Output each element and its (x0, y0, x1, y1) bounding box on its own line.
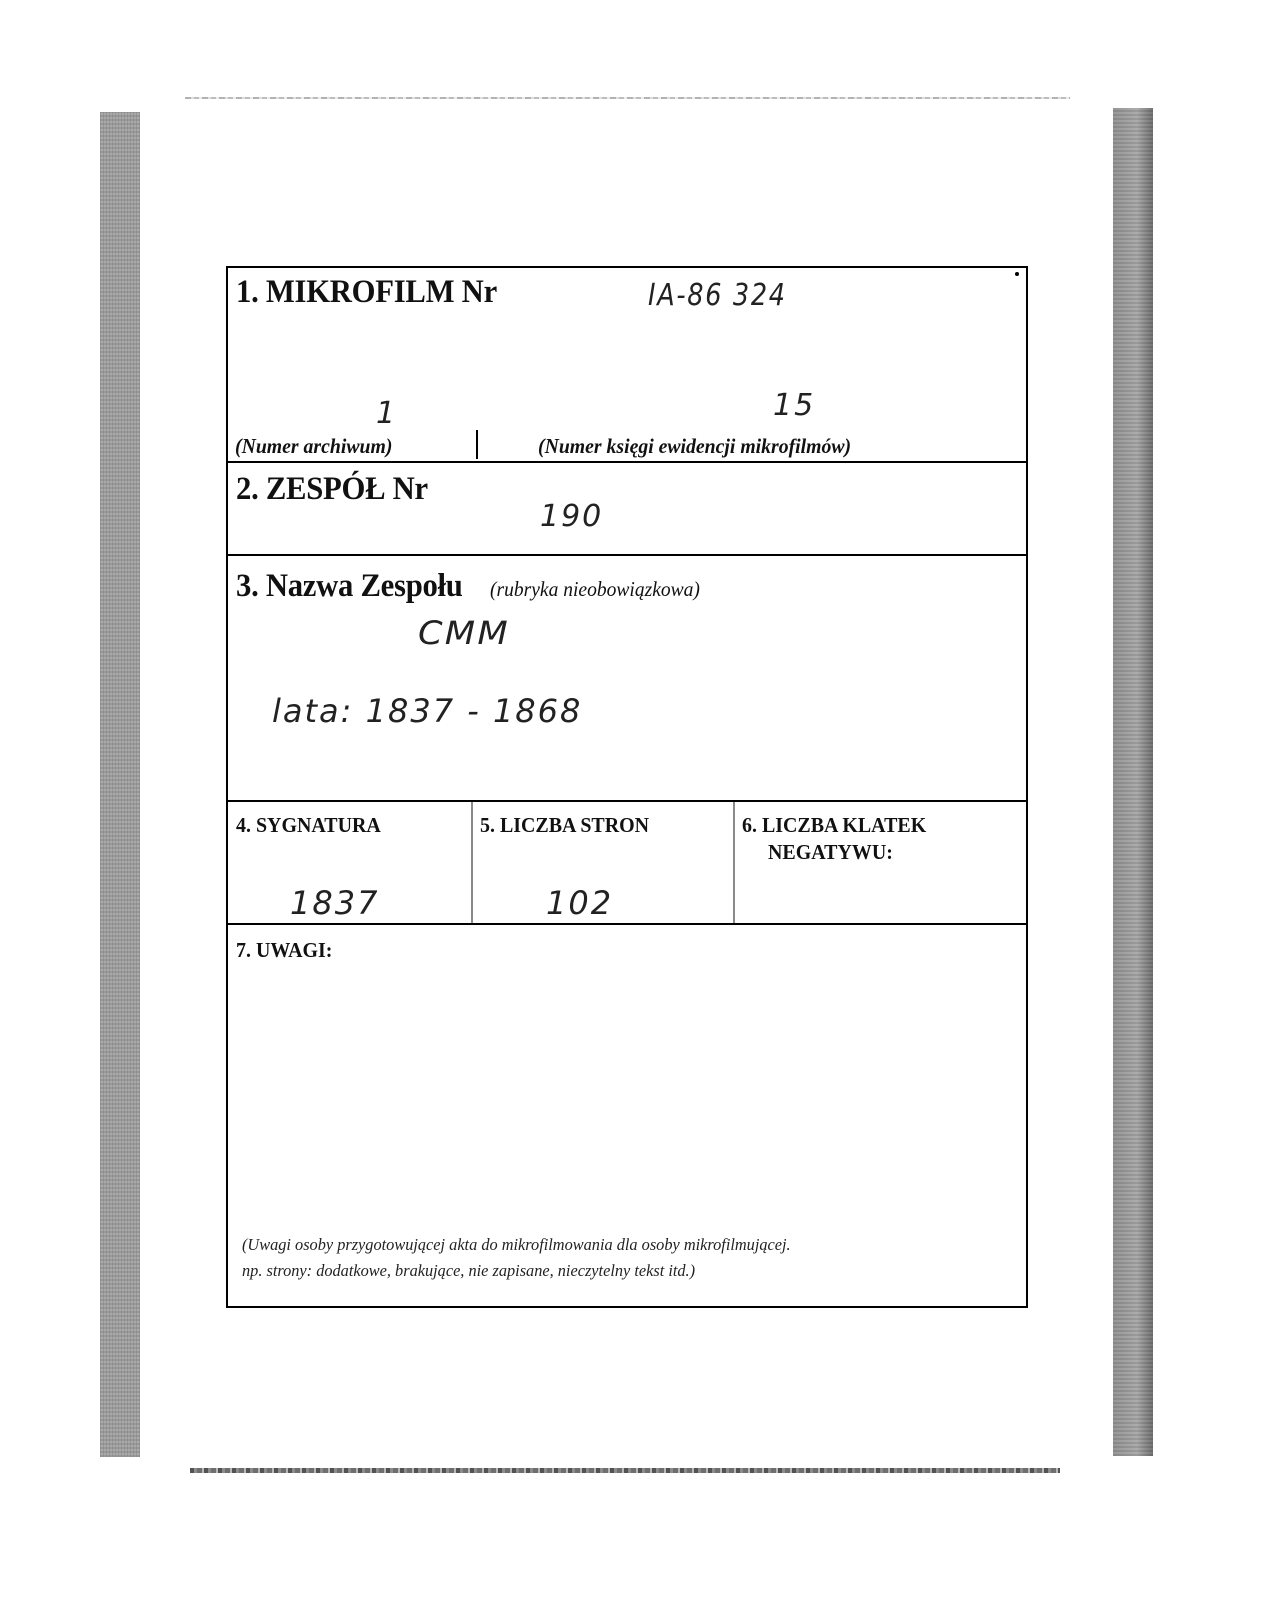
zespol-label: 2. ZESPÓŁ Nr (236, 471, 428, 507)
archive-number-caption: (Numer archiwum) (235, 434, 393, 458)
liczba-klatek-label-line1: 6. LICZBA KLATEK (742, 813, 927, 837)
uwagi-label: 7. UWAGI: (236, 938, 333, 962)
nazwa-zespolu-handwritten: CMM (418, 614, 510, 652)
date-range-handwritten: lata: 1837 - 1868 (272, 692, 583, 730)
nazwa-zespolu-optional-note: (rubryka nieobowiązkowa) (489, 577, 700, 601)
microfilm-form (226, 266, 1028, 1308)
liczba-klatek-label-line2: NEGATYWU: (768, 840, 893, 864)
zespol-number-handwritten: 190 (540, 499, 604, 534)
mikrofilm-number-handwritten: IA-86 324 (648, 278, 787, 313)
scan-edge-line-bottom (190, 1468, 1060, 1473)
sygnatura-handwritten: 1837 (290, 884, 380, 922)
archive-number-handwritten: 1 (376, 396, 398, 431)
liczba-stron-handwritten: 102 (546, 884, 614, 922)
scan-edge-line-top (185, 97, 1070, 99)
section-nazwa-zespolu (228, 554, 1026, 800)
section-uwagi (228, 923, 1026, 1308)
caption-divider (476, 430, 478, 459)
liczba-stron-label: 5. LICZBA STRON (480, 813, 650, 837)
scan-edge-strip-right (1113, 108, 1153, 1456)
register-number-caption: (Numer księgi ewidencji mikrofilmów) (538, 434, 852, 458)
ink-speck (1015, 272, 1019, 276)
section-sygnatura-liczby (228, 800, 1026, 923)
nazwa-zespolu-heading (236, 568, 715, 605)
nazwa-zespolu-label: 3. Nazwa Zespołu (236, 568, 463, 604)
section-zespol (228, 461, 1026, 554)
uwagi-instructions-line2: np. strony: dodatkowe, brakujące, nie zapisane, nieczytelny tekst itd.) (242, 1261, 696, 1280)
scan-edge-strip-left (100, 112, 140, 1457)
column-divider (733, 802, 735, 923)
mikrofilm-label: 1. MIKROFILM Nr (236, 274, 497, 310)
register-number-handwritten: 15 (773, 388, 816, 423)
uwagi-instructions-line1: (Uwagi osoby przygotowującej akta do mikrofilmowania dla osoby mikrofilmującej. (242, 1235, 791, 1254)
column-divider (471, 802, 473, 923)
sygnatura-label: 4. SYGNATURA (236, 813, 381, 837)
section-mikrofilm (228, 268, 1026, 461)
